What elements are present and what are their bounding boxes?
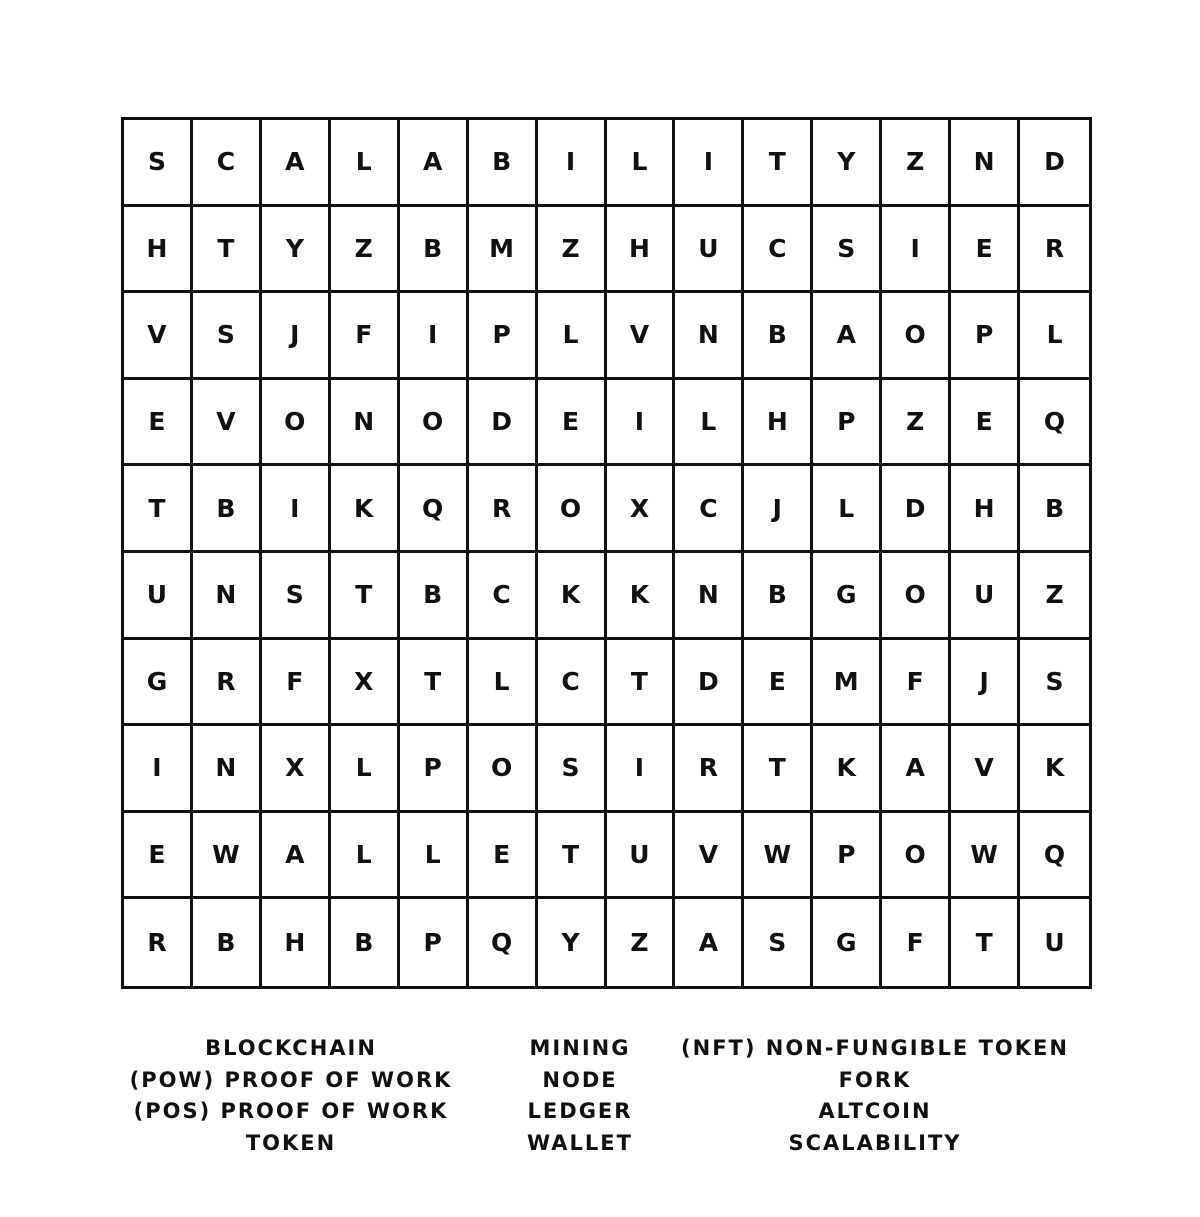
word-search-grid [121,117,1092,989]
grid-cell[interactable]: F [882,899,951,986]
grid-cell[interactable]: K [1020,726,1089,813]
grid-cell[interactable]: T [744,120,813,207]
word-item: SCALABILITY [788,1130,962,1155]
grid-cell[interactable]: L [607,120,676,207]
grid-cell[interactable]: D [1020,120,1089,207]
grid-cell[interactable]: A [262,813,331,900]
word-item: (POW) PROOF OF WORK [129,1067,453,1092]
word-item: MINING [529,1036,631,1060]
grid-cell[interactable]: I [675,120,744,207]
grid-cell[interactable]: F [882,640,951,727]
word-list-column-3 [665,1033,1085,1159]
grid-cell[interactable]: V [124,293,193,380]
grid-cell[interactable]: K [538,553,607,640]
grid-cell[interactable]: T [193,207,262,294]
grid-cell[interactable]: H [262,899,331,986]
grid-cell[interactable]: D [675,640,744,727]
grid-cell[interactable]: D [469,380,538,467]
grid-cell[interactable]: L [331,120,400,207]
grid-cell[interactable]: N [193,553,262,640]
grid-cell[interactable]: C [744,207,813,294]
grid-cell[interactable]: L [538,293,607,380]
word-item: (NFT) NON-FUNGIBLE TOKEN [681,1036,1069,1060]
grid-cell[interactable]: H [744,380,813,467]
grid-cell[interactable]: N [331,380,400,467]
grid-cell[interactable]: T [744,726,813,813]
grid-cell[interactable]: U [607,813,676,900]
grid-cell[interactable]: W [951,813,1020,900]
grid-cell[interactable]: F [331,293,400,380]
grid-cell[interactable]: O [469,726,538,813]
grid-cell[interactable]: S [813,207,882,294]
grid-cell[interactable]: J [744,466,813,553]
grid-cell[interactable]: E [538,380,607,467]
grid-cell[interactable]: T [951,899,1020,986]
grid-cell[interactable]: E [951,380,1020,467]
grid-cell[interactable]: Q [469,899,538,986]
grid-cell[interactable]: Y [262,207,331,294]
grid-cell[interactable]: Z [1020,553,1089,640]
grid-cell[interactable]: T [607,640,676,727]
grid-cell[interactable]: C [538,640,607,727]
grid-cell[interactable]: E [744,640,813,727]
grid-cell[interactable]: B [400,553,469,640]
grid-cell[interactable]: Z [882,380,951,467]
grid-cell[interactable]: P [400,726,469,813]
grid-cell[interactable]: K [813,726,882,813]
grid-cell[interactable]: I [262,466,331,553]
grid-cell[interactable]: E [469,813,538,900]
grid-cell[interactable]: G [813,899,882,986]
word-item: FORK [838,1067,912,1092]
grid-cell[interactable]: M [813,640,882,727]
word-item: ALTCOIN [818,1099,932,1123]
grid-cell[interactable]: Z [882,120,951,207]
grid-cell[interactable]: I [124,726,193,813]
grid-cell[interactable]: A [882,726,951,813]
grid-cell[interactable]: B [1020,466,1089,553]
grid-cell[interactable]: T [400,640,469,727]
grid-cell[interactable]: L [331,813,400,900]
word-item: LEDGER [527,1099,633,1123]
grid-cell[interactable]: W [744,813,813,900]
word-item: (POS) PROOF OF WORK [133,1099,449,1123]
grid-cell[interactable]: N [951,120,1020,207]
grid-cell[interactable]: X [607,466,676,553]
word-item: NODE [542,1067,618,1092]
grid-cell[interactable]: G [124,640,193,727]
grid-cell[interactable]: R [469,466,538,553]
grid-cell[interactable]: B [400,207,469,294]
grid-cell[interactable]: U [1044,928,1065,958]
grid-cell[interactable]: S [744,899,813,986]
grid-cell[interactable]: T [538,813,607,900]
grid-cell[interactable]: Q [400,466,469,553]
grid-cell[interactable]: T [124,466,193,553]
grid-cell[interactable]: A [675,899,744,986]
grid-cell[interactable]: E [124,380,193,467]
grid-cell[interactable]: R [675,726,744,813]
grid-cell[interactable]: I [607,726,676,813]
grid-cell[interactable]: Z [607,899,676,986]
grid-cell[interactable]: J [262,293,331,380]
grid-cell[interactable]: D [882,466,951,553]
grid-cell[interactable]: B [193,466,262,553]
grid-cell[interactable]: B [744,553,813,640]
grid-cell[interactable]: N [193,726,262,813]
grid-cell[interactable]: L [675,380,744,467]
grid-cell[interactable]: I [400,293,469,380]
word-list-column-2 [490,1033,670,1159]
grid-cell[interactable]: A [262,120,331,207]
grid-cell[interactable]: R [124,899,193,986]
grid-cell[interactable]: X [262,726,331,813]
grid-cell[interactable]: V [951,726,1020,813]
grid-cell[interactable]: V [607,293,676,380]
grid-cell[interactable]: L [1020,293,1089,380]
grid-cell[interactable]: O [400,380,469,467]
grid-cell[interactable]: O [882,553,951,640]
grid-cell[interactable]: H [951,466,1020,553]
grid-cell[interactable]: E [951,207,1020,294]
grid-cell[interactable]: U [124,553,193,640]
grid-cell[interactable]: P [813,380,882,467]
grid-cell[interactable]: A [400,120,469,207]
grid-cell[interactable]: L [469,640,538,727]
grid-cell[interactable]: U [951,553,1020,640]
grid-cell[interactable]: S [1020,640,1089,727]
grid-cell[interactable]: R [193,640,262,727]
grid-cell[interactable]: C [193,120,262,207]
word-item: BLOCKCHAIN [205,1036,377,1060]
grid-cell[interactable]: V [675,813,744,900]
grid-cell[interactable]: S [193,293,262,380]
grid-cell[interactable]: B [744,293,813,380]
grid-cell[interactable]: L [400,813,469,900]
grid-cell[interactable]: O [262,380,331,467]
grid-cell[interactable]: Z [331,207,400,294]
grid-cell[interactable]: P [469,293,538,380]
grid-cell[interactable]: L [813,466,882,553]
grid-cell[interactable]: N [675,293,744,380]
grid-cell[interactable]: I [882,207,951,294]
grid-cell[interactable]: B [469,120,538,207]
grid-cell[interactable]: S [538,726,607,813]
word-list-column-1 [110,1033,472,1159]
grid-cell[interactable]: O [882,813,951,900]
grid-cell[interactable]: Y [538,899,607,986]
grid-cell[interactable]: P [951,293,1020,380]
grid-cell[interactable]: Y [813,120,882,207]
grid-cell[interactable]: O [882,293,951,380]
grid-cell[interactable]: J [951,640,1020,727]
grid-cell[interactable]: L [331,726,400,813]
grid-cell[interactable]: A [813,293,882,380]
grid-cell[interactable]: W [193,813,262,900]
grid-cell[interactable]: G [813,553,882,640]
grid-cell[interactable]: P [813,813,882,900]
word-item: TOKEN [245,1130,337,1155]
grid-cell[interactable]: K [331,466,400,553]
grid-cell[interactable]: X [331,640,400,727]
grid-cell[interactable]: P [400,899,469,986]
grid-cell[interactable]: M [469,207,538,294]
grid-cell[interactable]: Q [1020,813,1089,900]
grid-cell[interactable]: S [262,553,331,640]
word-item: WALLET [527,1130,633,1155]
grid-cell[interactable]: F [262,640,331,727]
grid-cell[interactable]: E [124,813,193,900]
grid-cell[interactable]: U [675,207,744,294]
grid-cell[interactable]: H [607,207,676,294]
grid-cell[interactable]: Q [1020,380,1089,467]
grid-cell[interactable]: B [193,899,262,986]
grid-cell[interactable]: Z [538,207,607,294]
grid-cell[interactable]: S [124,120,193,207]
grid-cell[interactable]: N [675,553,744,640]
grid-cell[interactable]: K [607,553,676,640]
grid-cell[interactable]: C [469,553,538,640]
grid-cell[interactable]: T [331,553,400,640]
grid-cell[interactable]: R [1020,207,1089,294]
grid-cell[interactable]: O [538,466,607,553]
grid-cell[interactable]: B [331,899,400,986]
grid-cell[interactable]: V [193,380,262,467]
grid-cell[interactable]: C [675,466,744,553]
grid-cell[interactable]: H [124,207,193,294]
grid-cell[interactable]: I [607,380,676,467]
grid-cell[interactable]: I [538,120,607,207]
